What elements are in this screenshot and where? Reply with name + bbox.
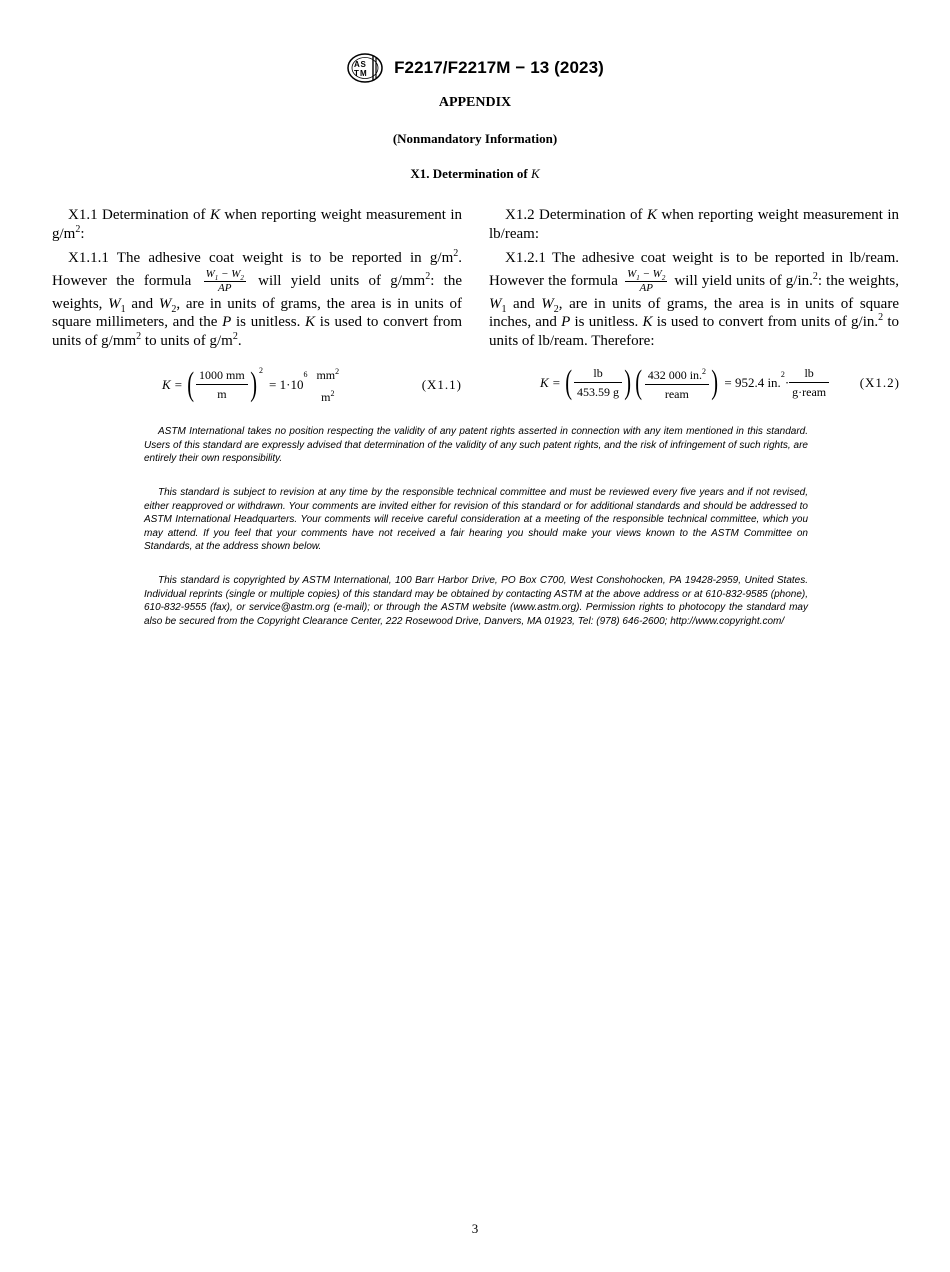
equation-lhs: K = — [162, 376, 183, 392]
paragraph-x1-1-1: X1.1.1 The adhesive coat weight is to be reported in $g/m^2$. However the formula $\frac{W_1 - W_2}{AP}$ will yield units of $g/mm^2$: the weights, $W_1$ and $W_2$, are in units of grams, the area is in units of square millimeters, and the P is unitless. K is used to convert from units of $g/mm^2$ to units of $g/m^2$. — [52, 248, 462, 349]
appendix-title: APPENDIX — [438, 95, 512, 110]
svg-text:M: M — [360, 69, 367, 78]
paragraph-x1-2-1: X1.2.1 The adhesive coat weight is to be reported in lb/ream. However the formula $\frac{W_1 - W_2}{AP}$ will yield units of g/in.$^2$: the weights, $W_1$ and $W_2$, are in units of grams, the area is in units of square inches, and P is unitless. K is used to convert from units of g/in.$^2$ to units of lb/ream. Therefore: — [489, 250, 900, 349]
svg-text:T: T — [354, 69, 359, 78]
equation-label: (X1.1) — [421, 376, 462, 392]
svg-text:A: A — [354, 60, 360, 69]
right-column — [489, 206, 899, 356]
section-title-text: X1. Determination of — [410, 166, 528, 181]
equation-label: (X1.2) — [859, 375, 900, 390]
paragraph-x1-1: X1.1 Determination of K when reporting weight measurement in $g/m^2$: — [52, 207, 462, 242]
section-title-variable: K — [530, 166, 540, 181]
formula-fraction: $\frac{W_1 - W_2}{AP}$ — [627, 267, 666, 294]
formula-fraction: $\frac{W_1 - W_2}{AP}$ — [205, 267, 244, 294]
svg-text:S: S — [360, 60, 366, 69]
section-title — [0, 166, 950, 182]
revision-notice: This standard is subject to revision at any time by the responsible technical committee and must be reviewed every five years and if not revised, either reapproved or withdrawn. Your comments are invited either for revision of this standard or for additional standards and should be addressed to ASTM International Headquarters. Your comments will receive careful consideration at a meeting of the responsible technical committee, which you may attend. If you feel that your comments have not received a fair hearing you should make your views known to the ASTM Committee on Standards, at the address shown below. — [144, 487, 808, 552]
copyright-notice: This standard is copyrighted by ASTM International, 100 Barr Harbor Drive, PO Box C700, West Conshohocken, PA 19428-2959, United States. Individual reprints (single or multiple copies) of this standard may be obtained by contacting ASTM at the above address or at 610-832-9585 (phone), 610-832-9555 (fax), or service@astm.org (e-mail); or through the ASTM website (www.astm.org). Permission rights to photocopy the standard may also be secured from the Copyright Clearance Center, 222 Rosewood Drive, Danvers, MA 01923, Tel: (978) 646-2600; http://www.copyright.com/ — [144, 575, 808, 627]
document-designation: F2217/F2217M − 13 (2023) — [394, 58, 604, 77]
appendix-subtitle: (Nonmandatory Information) — [392, 131, 558, 146]
paragraph-x1-2: X1.2 Determination of K when reporting weight measurement in lb/ream: — [489, 207, 899, 242]
document-header — [0, 52, 950, 84]
patent-notice: ASTM International takes no position respecting the validity of any patent rights asserted in connection with any item mentioned in this standard. Users of this standard are expressly advised that determination of the validity of any such patent rights, and the risk of infringement of such rights, are entirely their own responsibility. — [144, 426, 808, 464]
page-number: 3 — [471, 1221, 479, 1236]
left-column — [52, 206, 462, 356]
equation-lhs: K = — [540, 375, 561, 390]
astm-logo — [346, 52, 384, 84]
equation-x1-2: K = ( lb 453.59 g ) ( 432 000 in.$^2$ ream ) = 952.4 in. $^2$ · lb g·ream (X1.2) — [540, 364, 900, 401]
equation-x1-1: K = ( 1000 mm m ) $^2$ = 1·10 $^6$ $mm^2$ $m^2$ (X1.1) — [162, 365, 462, 404]
